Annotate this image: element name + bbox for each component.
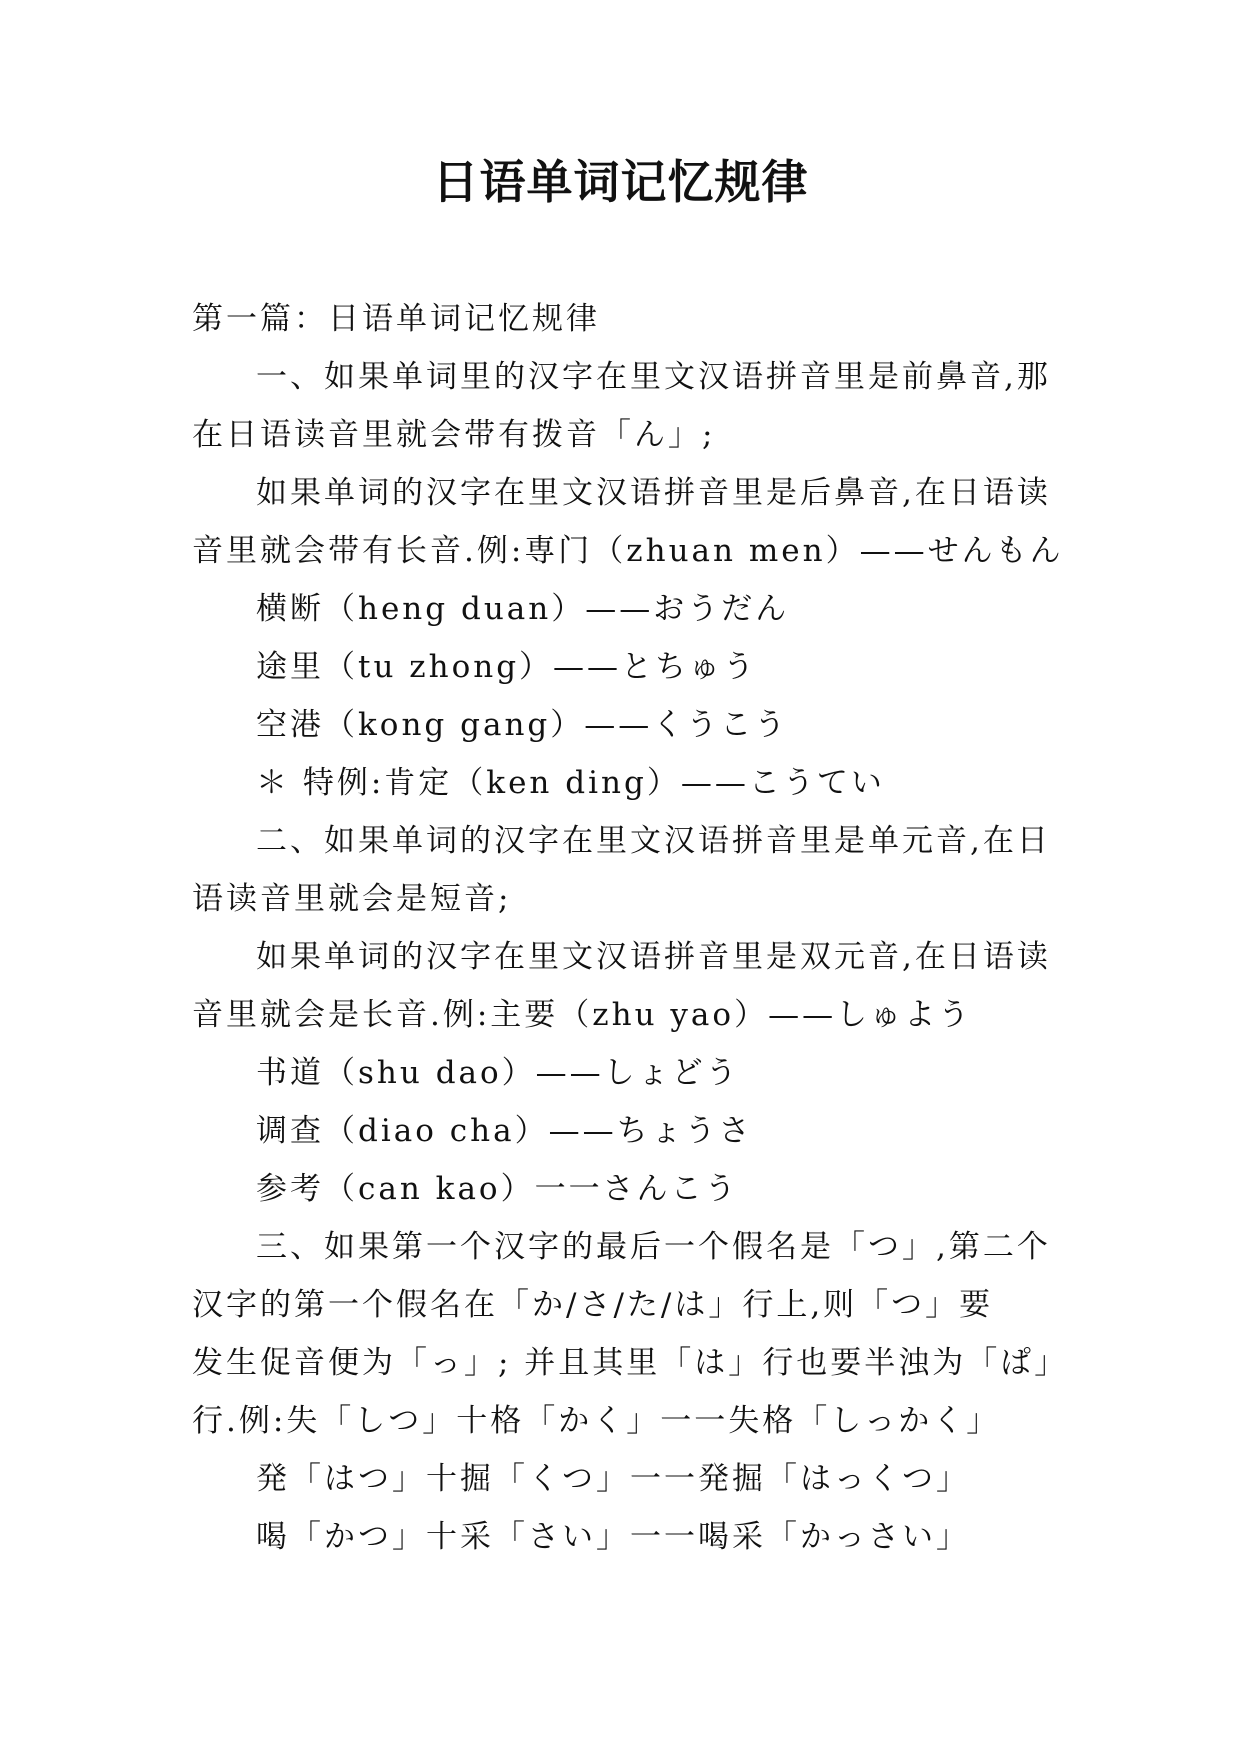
text-line: 発「はつ」十掘「くつ」一一発掘「はっくつ」: [256, 1461, 970, 1497]
text-line: 如果单词的汉字在里文汉语拼音里是后鼻音,在日语读: [256, 475, 1051, 511]
text-line: 第一篇：日语单词记忆规律: [192, 301, 600, 337]
text-line: 二、如果单词的汉字在里文汉语拼音里是单元音,在日: [256, 823, 1051, 859]
text-line: 三、如果第一个汉字的最后一个假名是「つ」,第二个: [256, 1229, 1051, 1265]
text-line: 调查（diao cha）——ちょうさ: [256, 1113, 753, 1149]
text-line: 书道（shu dao）——しょどう: [256, 1055, 740, 1091]
text-line: 音里就会带有长音.例:専门（zhuan men）——せんもん: [192, 533, 1064, 569]
text-line: 横断（heng duan）——おうだん: [256, 591, 790, 627]
text-line: 一、如果单词里的汉字在里文汉语拼音里是前鼻音,那: [256, 359, 1051, 395]
text-line: 空港（kong gang）——くうこう: [256, 707, 789, 743]
text-line: 语读音里就会是短音;: [192, 881, 512, 917]
text-line: 如果单词的汉字在里文汉语拼音里是双元音,在日语读: [256, 939, 1051, 975]
document-body: [192, 290, 1069, 1566]
text-line: 参考（can kao）一一さんこう: [256, 1171, 739, 1207]
text-line: ＊ 特例:肯定（ken ding）——こうてい: [256, 765, 885, 801]
document-title: 日语单词记忆规律: [432, 155, 809, 209]
text-line: 途里（tu zhong）——とちゅう: [256, 649, 758, 685]
text-line: 发生促音便为「っ」; 并且其里「は」行也要半浊为「ぱ」: [192, 1345, 1069, 1381]
text-line: 音里就会是长音.例:主要（zhu yao）——しゅよう: [192, 997, 973, 1033]
text-line: 喝「かつ」十采「さい」一一喝采「かっさい」: [256, 1519, 970, 1555]
text-line: 在日语读音里就会带有拨音「ん」;: [192, 417, 716, 453]
text-line: 行.例:失「しつ」十格「かく」一一失格「しっかく」: [192, 1403, 1001, 1439]
text-line: 汉字的第一个假名在「か/さ/た/は」行上,则「つ」要: [192, 1287, 994, 1323]
